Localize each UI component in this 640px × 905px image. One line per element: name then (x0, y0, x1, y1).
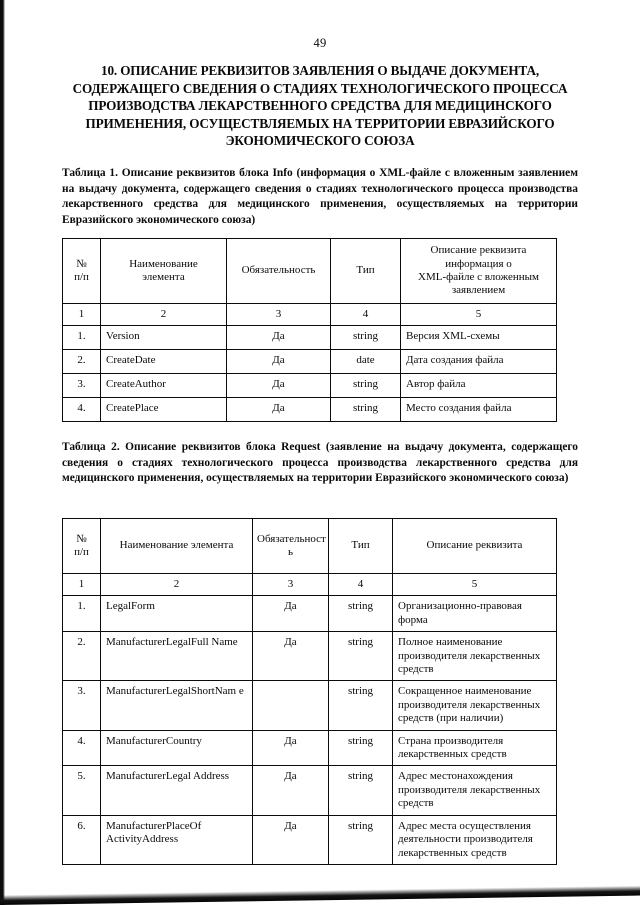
header-cell-description (401, 239, 557, 304)
cell-index: 4. (63, 730, 101, 766)
cell-element: ManufacturerLegalFull Name (101, 632, 253, 681)
cell-required: Да (227, 374, 331, 398)
cell-description: Адрес местонахождения производителя лекарственных средств (393, 766, 557, 815)
page-title: 10. ОПИСАНИЕ РЕКВИЗИТОВ ЗАЯВЛЕНИЯ О ВЫДАЧЕ ДОКУМЕНТА, СОДЕРЖАЩЕГО СВЕДЕНИЯ О СТАДИЯХ ТЕХНОЛОГИЧЕСКОГО ПРОЦЕССА ПРОИЗВОДСТВА ЛЕКАРСТВЕННОГО СРЕДСТВА ДЛЯ МЕДИЦИНСКОГО ПРИМЕНЕНИЯ, ОСУЩЕСТВЛЯЕМЫХ НА ТЕРРИТОРИИ ЕВРАЗИЙСКОГО ЭКОНОМИЧЕСКОГО СОЮЗА (72, 63, 568, 149)
header-line: № (76, 257, 87, 270)
header-cell-type (329, 519, 393, 574)
cell-type: string (331, 326, 401, 350)
cell-index: 1. (63, 326, 101, 350)
cell-required (253, 681, 329, 730)
header-line: Наименование (129, 257, 198, 270)
header-line: № (76, 532, 87, 545)
cell-required: Да (227, 350, 331, 374)
cell-element: LegalForm (101, 596, 253, 632)
cell-index: 4. (63, 398, 101, 422)
column-number: 1 (63, 304, 101, 326)
cell-index: 3. (63, 681, 101, 730)
column-number: 3 (227, 304, 331, 326)
column-number: 5 (393, 574, 557, 596)
table-request-block (62, 518, 557, 865)
cell-type: string (331, 374, 401, 398)
header-cell-required (253, 519, 329, 574)
cell-required: Да (227, 398, 331, 422)
header-line: п/п (74, 546, 89, 558)
header-line: п/п (74, 271, 89, 283)
column-number: 2 (101, 304, 227, 326)
table-1-body (63, 326, 557, 422)
cell-type: string (329, 766, 393, 815)
page-number: 49 (313, 36, 327, 50)
table-row (63, 632, 557, 681)
cell-element: CreateDate (101, 350, 227, 374)
table-2-caption: Таблица 2. Описание реквизитов блока Request (заявление на выдачу документа, содержащего сведения о стадиях технологического процесса производства лекарственного средства для медицинского применения, осуществляемых на территории Евразийского экономического союза) (62, 441, 578, 485)
cell-index: 3. (63, 374, 101, 398)
cell-element: ManufacturerLegal Address (101, 766, 253, 815)
header-line: заявлением (451, 284, 506, 297)
cell-type: string (329, 815, 393, 864)
column-number: 3 (253, 574, 329, 596)
column-number: 5 (401, 304, 557, 326)
table-row (63, 398, 557, 422)
cell-index: 2. (63, 632, 101, 681)
cell-type: string (329, 596, 393, 632)
column-number: 4 (329, 574, 393, 596)
cell-index: 1. (63, 596, 101, 632)
column-number: 1 (63, 574, 101, 596)
cell-type: date (331, 350, 401, 374)
header-cell-description (393, 519, 557, 574)
table-row (63, 730, 557, 766)
table-row (63, 596, 557, 632)
header-cell-element-name (101, 239, 227, 304)
cell-description: Адрес места осуществления деятельности производителя лекарственных средств (393, 815, 557, 864)
cell-element: ManufacturerLegalShortNam e (101, 681, 253, 730)
table-header-row (63, 239, 557, 304)
table-info-block (62, 238, 557, 422)
column-number: 2 (101, 574, 253, 596)
table-row (63, 815, 557, 864)
table-row (63, 681, 557, 730)
cell-type: string (329, 730, 393, 766)
column-number: 4 (331, 304, 401, 326)
cell-description: Сокращенное наименование производителя лекарственных средств (при наличии) (393, 681, 557, 730)
header-cell-type (331, 239, 401, 304)
header-line: Тип (356, 264, 375, 277)
header-line: ь (287, 546, 294, 558)
cell-description: Полное наименование производителя лекарственных средств (393, 632, 557, 681)
cell-element: CreatePlace (101, 398, 227, 422)
header-cell-number (63, 519, 101, 574)
header-line: Тип (351, 539, 370, 552)
cell-required: Да (227, 326, 331, 350)
cell-required: Да (253, 766, 329, 815)
table-row (63, 350, 557, 374)
header-line: Обязательность (241, 264, 316, 277)
table-row (63, 374, 557, 398)
scan-artifact-left-edge (0, 0, 5, 905)
table-2-body (63, 596, 557, 865)
cell-element: CreateAuthor (101, 374, 227, 398)
cell-description: Дата создания файла (401, 350, 557, 374)
cell-type: string (329, 632, 393, 681)
cell-index: 6. (63, 815, 101, 864)
cell-description: Автор файла (401, 374, 557, 398)
cell-index: 2. (63, 350, 101, 374)
table-header-row (63, 519, 557, 574)
cell-description: Место создания файла (401, 398, 557, 422)
cell-required: Да (253, 596, 329, 632)
cell-element: ManufacturerPlaceOf ActivityAddress (101, 815, 253, 864)
table-1-caption: Таблица 1. Описание реквизитов блока Info (информация о XML-файле с вложенным заявлением на выдачу документа, содержащего сведения о стадиях технологического процесса производства лекарственного средства для медицинского применения, осуществляемых на территории Евразийского экономического союза) (62, 167, 578, 226)
cell-index: 5. (63, 766, 101, 815)
cell-required: Да (253, 815, 329, 864)
header-line: элемента (142, 271, 185, 283)
header-line: Описание реквизита информация о (430, 244, 527, 270)
table-row (63, 766, 557, 815)
header-line: Описание реквизита (426, 539, 523, 552)
cell-description: Организационно-правовая форма (393, 596, 557, 632)
header-line: Наименование элемента (119, 539, 234, 552)
cell-description: Версия XML-схемы (401, 326, 557, 350)
column-number-row (63, 304, 557, 326)
header-line: XML-файле с вложенным (418, 271, 539, 283)
header-cell-number (63, 239, 101, 304)
column-number-row (63, 574, 557, 596)
table-row (63, 326, 557, 350)
header-cell-element-name (101, 519, 253, 574)
header-line: Обязательност (257, 532, 326, 545)
cell-description: Страна производителя лекарственных средств (393, 730, 557, 766)
cell-required: Да (253, 632, 329, 681)
cell-element: Version (101, 326, 227, 350)
header-cell-required (227, 239, 331, 304)
cell-type: string (329, 681, 393, 730)
cell-type: string (331, 398, 401, 422)
cell-required: Да (253, 730, 329, 766)
cell-element: ManufacturerCountry (101, 730, 253, 766)
